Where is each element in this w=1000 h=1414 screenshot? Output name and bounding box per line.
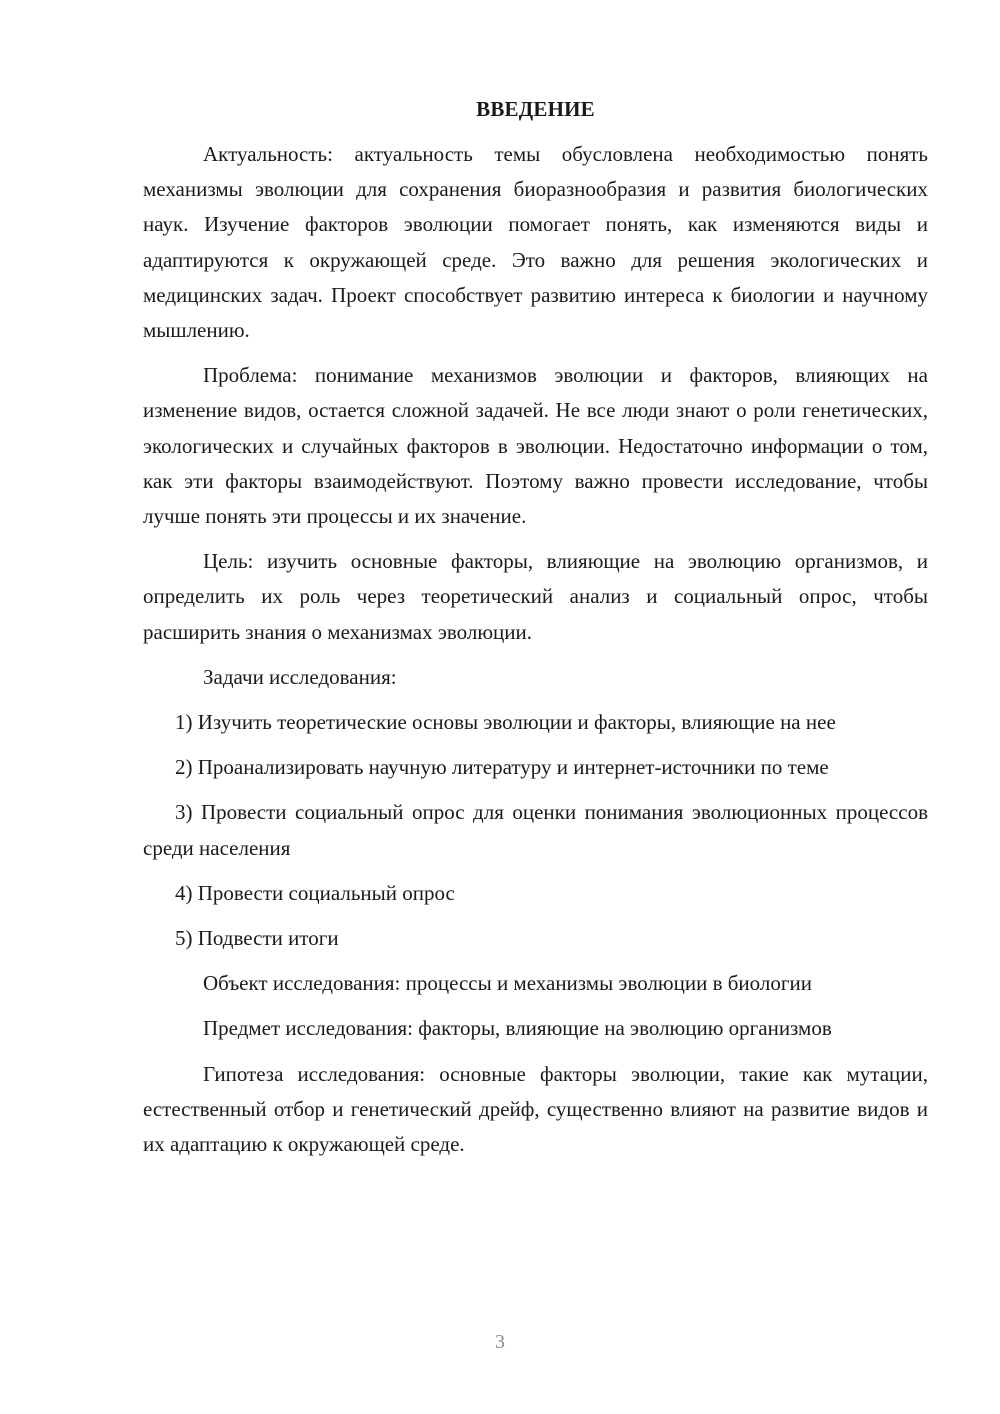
subject-paragraph: Предмет исследования: факторы, влияющие на эволюцию организмов	[203, 1016, 832, 1041]
task-item: 5) Подвести итоги	[175, 926, 339, 951]
document-page	[143, 92, 928, 1172]
goal-paragraph: Цель: изучить основные факторы, влияющие на эволюцию организмов, и определить их роль через теоретический анализ и социальный опрос, чтобы расширить знания о механизмах эволюции.	[143, 549, 928, 644]
tasks-heading: Задачи исследования:	[203, 664, 397, 689]
hypothesis-paragraph: Гипотеза исследования: основные факторы эволюции, такие как мутации, естественный отбор и генетический дрейф, существенно влияют на развитие видов и их адаптацию к окружающей среде.	[143, 1061, 928, 1157]
task-item: 3) Провести социальный опрос для оценки понимания эволюционных процессов среди населения	[143, 800, 928, 860]
section-title: ВВЕДЕНИЕ	[476, 97, 595, 121]
task-item: 4) Провести социальный опрос	[175, 880, 455, 905]
object-paragraph: Объект исследования: процессы и механизмы эволюции в биологии	[203, 971, 812, 996]
relevance-paragraph: Актуальность: актуальность темы обусловлена необходимостью понять механизмы эволюции для сохранения биоразнообразия и развития биологических наук. Изучение факторов эволюции помогает понять, как изменяются виды и адаптируются к окружающей среде. Это важно для решения экологических и медицинских задач. Проект способствует развитию интереса к биологии и научному мышлению.	[143, 142, 928, 343]
problem-paragraph: Проблема: понимание механизмов эволюции и факторов, влияющих на изменение видов, остается сложной задачей. Не все люди знают о роли генетических, экологических и случайных факторов в эволюции. Недостаточно информации о том, как эти факторы взаимодействуют. Поэтому важно провести исследование, чтобы лучше понять эти процессы и их значение.	[143, 363, 928, 529]
task-item: 2) Проанализировать научную литературу и интернет-источники по теме	[175, 755, 829, 780]
page-number: 3	[495, 1331, 505, 1353]
task-item: 1) Изучить теоретические основы эволюции и факторы, влияющие на нее	[175, 710, 836, 735]
